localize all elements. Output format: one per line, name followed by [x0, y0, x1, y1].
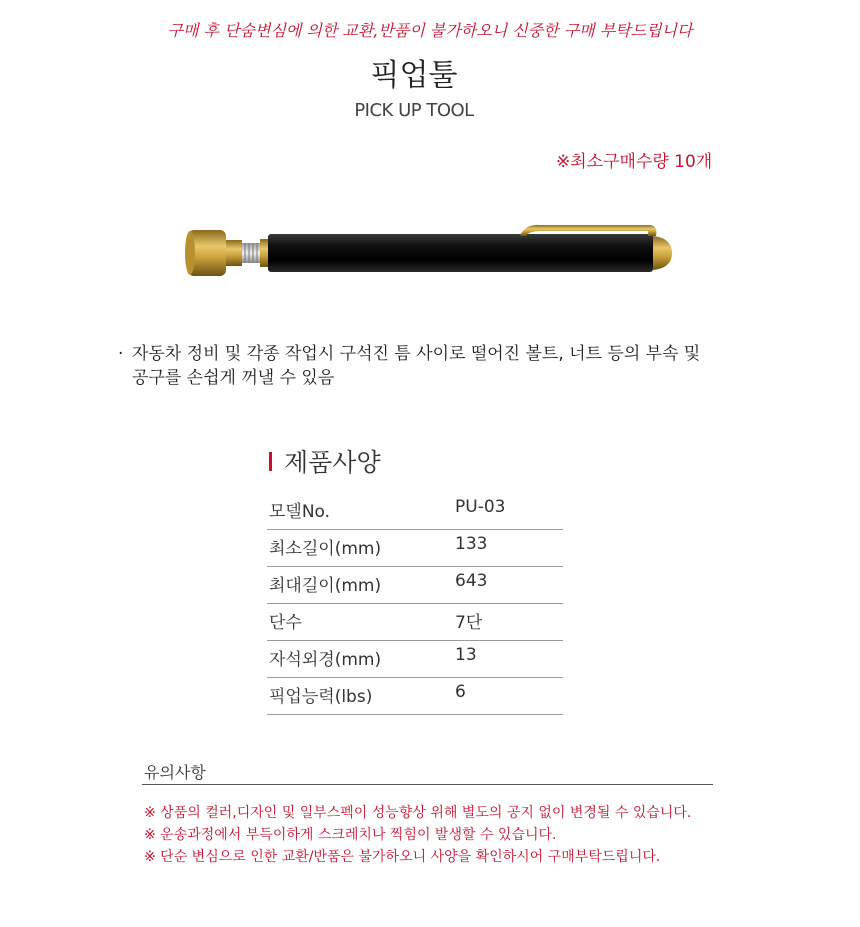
spec-row — [267, 529, 563, 567]
spec-value: PU-03 — [455, 497, 506, 517]
spec-value: 6 — [455, 682, 466, 702]
spec-label: 자석외경(mm) — [269, 650, 382, 670]
description-bullet: · — [118, 344, 124, 364]
spec-value: 643 — [455, 571, 488, 591]
notice-item: ※ 운송과정에서 부득이하게 스크레치나 찍힘이 발생할 수 있습니다. — [144, 827, 557, 843]
notice-title: 유의사항 — [144, 763, 206, 782]
notice-divider — [142, 784, 713, 785]
spec-label: 픽업능력(lbs) — [269, 687, 373, 707]
spec-title-accent-bar — [269, 452, 272, 471]
notice-item: ※ 상품의 컬러,디자인 및 일부스펙이 성능향상 위해 별도의 공지 없이 변경될 수 있습니다. — [144, 805, 692, 821]
spec-section-title: 제품사양 — [284, 448, 381, 477]
minimum-quantity-note: ※최소구매수량 10개 — [556, 152, 713, 172]
spec-row — [267, 603, 563, 641]
notice-item: ※ 단순 변심으로 인한 교환/반품은 불가하오니 사양을 확인하시어 구매부탁드립니다. — [144, 849, 661, 865]
spec-row — [267, 492, 563, 530]
description-line-2: 공구를 손쉽게 꺼낼 수 있음 — [132, 368, 335, 388]
product-title: 픽업툴 — [370, 58, 458, 93]
spec-value: 7단 — [455, 613, 483, 633]
spec-label: 단수 — [269, 613, 302, 633]
spec-value: 133 — [455, 534, 488, 554]
spec-table — [267, 492, 563, 716]
spec-label: 최소길이(mm) — [269, 539, 382, 559]
spec-row — [267, 566, 563, 604]
spec-row — [267, 677, 563, 715]
product-subtitle: PICK UP TOOL — [354, 100, 474, 121]
spec-row — [267, 640, 563, 678]
description-line-1: 자동차 정비 및 각종 작업시 구석진 틈 사이로 떨어진 볼트, 너트 등의 부속 및 — [132, 344, 701, 364]
spec-value: 13 — [455, 645, 477, 665]
spec-label: 최대길이(mm) — [269, 576, 382, 596]
pickup-tool-image — [180, 210, 680, 294]
purchase-warning: 구매 후 단숨변심에 의한 교환,반품이 불가하오니 신중한 구매 부탁드립니다 — [167, 21, 693, 40]
spec-label: 모델No. — [269, 502, 331, 522]
